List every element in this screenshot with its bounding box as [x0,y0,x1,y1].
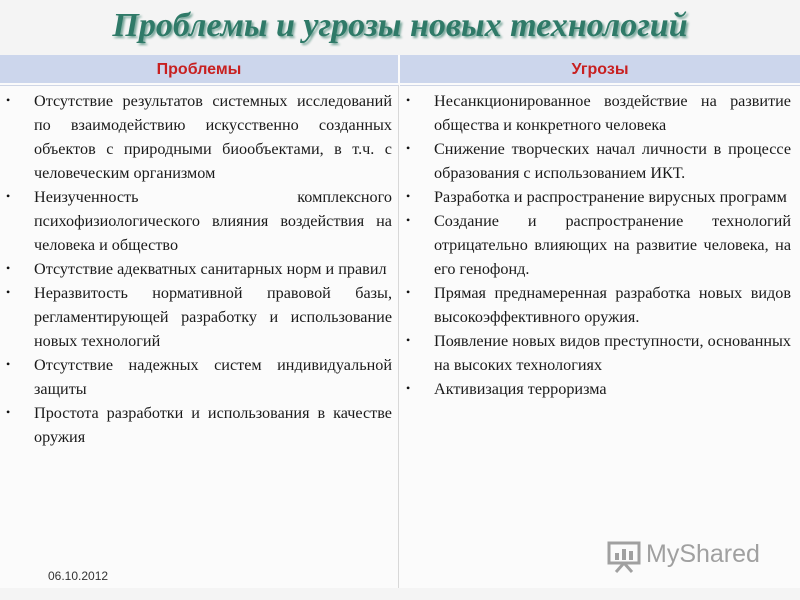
threats-item-text: Прямая преднамеренная разработка новых видов высокоэффективного оружия. [434,284,791,326]
bullet-icon: • [6,405,11,419]
problems-item [4,89,392,185]
problems-item-text: Отсутствие надежных систем индивидуальной защиты [34,356,392,398]
threats-item [404,137,791,185]
problems-item-text: Отсутствие адекватных санитарных норм и правил [34,260,387,278]
problems-item-text: Отсутствие результатов системных исследований по взаимодействию искусственно созданных объектов с природными биообъектами, в т.ч. с человеческим организмом [34,92,392,182]
threats-item-text: Активизация терроризма [434,380,607,398]
myshared-watermark: MyShared [646,540,760,568]
threats-item [404,377,791,401]
slide-date: 06.10.2012 [48,569,109,583]
problems-item [4,185,392,257]
problems-list [4,89,392,449]
bullet-icon: • [6,189,11,203]
bullet-icon: • [406,93,411,107]
header-threats: Угрозы [400,55,800,83]
problems-item [4,353,392,401]
threats-item [404,281,791,329]
problems-item [4,257,392,281]
bullet-icon: • [6,261,11,275]
problems-item-text: Неразвитость нормативной правовой базы, регламентирующей разработку и использование новых технологий [34,284,392,350]
problems-item-text: Неизученность комплексного психофизиологического влияния воздействия на человека и общество [34,188,392,254]
presentation-board-icon [606,539,642,573]
comparison-table [0,55,800,588]
threats-item-text: Создание и распространение технологий отрицательно влияющих на развитие человека, на его генофонд. [434,212,791,278]
threats-item-text: Снижение творческих начал личности в процессе образования с использованием ИКТ. [434,140,791,182]
problems-item [4,281,392,353]
problems-item-text: Простота разработки и использования в качестве оружия [34,404,392,446]
slide-title: Проблемы и угрозы новых технологий [112,7,688,44]
bullet-icon: • [406,381,411,395]
bullet-icon: • [6,357,11,371]
bullet-icon: • [406,285,411,299]
bullet-icon: • [406,213,411,227]
threats-item [404,89,791,137]
threats-item-text: Появление новых видов преступности, основанных на высоких технологиях [434,332,791,374]
bullet-icon: • [406,189,411,203]
threats-item [404,185,791,209]
threats-column [400,85,800,588]
header-problems: Проблемы [0,55,398,83]
bullet-icon: • [6,93,11,107]
bullet-icon: • [406,141,411,155]
problems-column [0,85,399,588]
problems-item [4,401,392,449]
threats-item-text: Разработка и распространение вирусных программ [434,188,787,206]
threats-list [404,89,791,401]
threats-item [404,329,791,377]
myshared-logo [606,539,771,573]
bullet-icon: • [6,285,11,299]
bullet-icon: • [406,333,411,347]
threats-item [404,209,791,281]
threats-item-text: Несанкционированное воздействие на развитие общества и конкретного человека [434,92,791,134]
